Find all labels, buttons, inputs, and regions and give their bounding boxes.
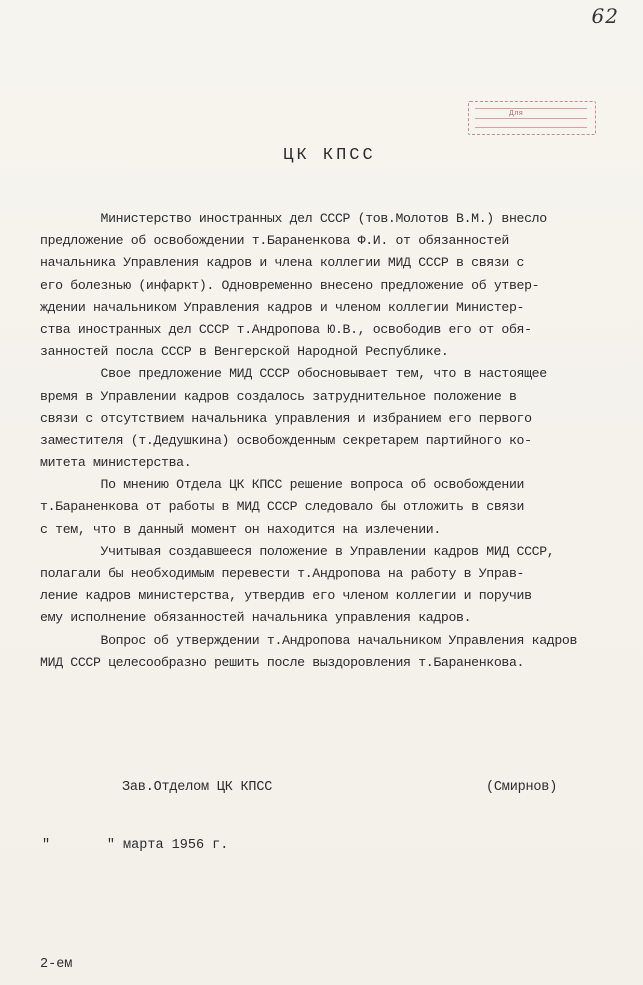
- body-line: полагали бы необходимым перевести т.Андропова на работу в Управ-: [40, 566, 525, 581]
- body-line: По мнению Отдела ЦК КПСС решение вопроса об освобождении: [40, 477, 525, 493]
- body-line: ему исполнение обязанностей начальника управления кадров.: [40, 610, 472, 626]
- signature-name: (Смирнов): [486, 780, 558, 795]
- date-line: [42, 838, 228, 853]
- stamp-text: Для: [509, 110, 524, 117]
- body-line: ление кадров министерства, утвердив его членом коллегии и поручив: [40, 588, 532, 604]
- body-line: митета министерства.: [40, 455, 192, 471]
- body-line: его болезнью (инфаркт). Одновременно внесено предложение об утвер-: [40, 277, 540, 293]
- body-line: заместителя (т.Дедушкина) освобожденным секретарем партийного ко-: [40, 432, 532, 448]
- stamp-rule: [475, 118, 587, 119]
- page-number: 62: [591, 4, 619, 28]
- body-line: Учитывая создавшееся положение в Управлении кадров МИД СССР,: [40, 543, 555, 559]
- body-line: начальника Управления кадров и члена коллегии МИД СССР в связи с: [40, 255, 525, 271]
- date-open-quote: ": [42, 838, 51, 853]
- stamp-rule: [475, 108, 587, 109]
- body-line: ждении начальником Управления кадров и членом коллегии Министер-: [40, 299, 525, 315]
- body-line: предложение об освобождении т.Бараненкова Ф.И. от обязанностей: [40, 233, 509, 249]
- body-line: связи с отсутствием начальника управления и избранием его первого: [40, 410, 532, 426]
- document-body: [40, 208, 640, 674]
- date-text: марта 1956 г.: [123, 838, 229, 853]
- body-line: МИД СССР целесообразно решить после выздоровления т.Бараненкова.: [40, 654, 525, 670]
- stamp-rule: [475, 127, 587, 128]
- body-line: Министерство иностранных дел СССР (тов.Молотов В.М.) внесло: [40, 211, 547, 226]
- date-close-quote: ": [106, 838, 115, 853]
- signature-title: Зав.Отделом ЦК КПСС: [122, 780, 273, 795]
- registration-stamp: [468, 101, 596, 135]
- body-line: с тем, что в данный момент он находится на излечении.: [40, 521, 441, 537]
- body-line: занностей посла СССР в Венгерской Народной Республике.: [40, 344, 449, 360]
- body-line: т.Бараненкова от работы в МИД СССР следовало бы отложить в связи: [40, 499, 525, 515]
- body-line: время в Управлении кадров создалось затруднительное положение в: [40, 388, 517, 404]
- body-line: Вопрос об утверждении т.Андропова начальником Управления кадров: [40, 632, 578, 648]
- document-heading: ЦК КПСС: [283, 146, 376, 165]
- body-line: Свое предложение МИД СССР обосновывает тем, что в настоящее: [40, 366, 547, 382]
- copies-note: 2-ем: [40, 957, 73, 972]
- body-line: ства иностранных дел СССР т.Андропова Ю.В., освободив его от обя-: [40, 321, 532, 337]
